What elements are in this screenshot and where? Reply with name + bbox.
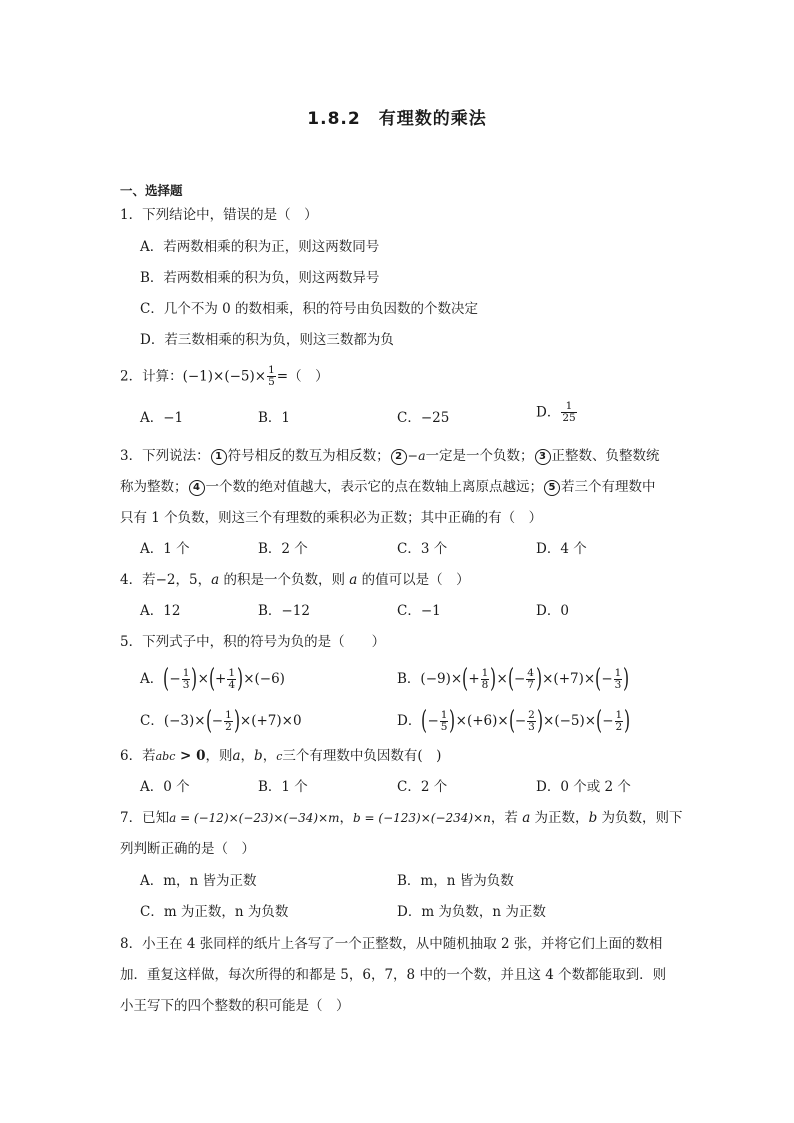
q6-option-b: B．1 个 — [258, 779, 308, 795]
question-3-line-2: 称为整数； 4 一个数的绝对值越大，表示它的点在数轴上离原点越远； 5 若三个有理数中 — [120, 479, 656, 495]
q3-option-c: C．3 个 — [397, 541, 448, 557]
q1-option-c: C．几个不为 0 的数相乘，积的符号由负因数的个数决定 — [140, 301, 479, 317]
q6-option-c: C．2 个 — [397, 779, 448, 795]
q3-option-a: A．1 个 — [140, 541, 190, 557]
page-title — [0, 104, 794, 129]
q2-option-b: B．1 — [258, 410, 291, 426]
q5-option-b: B．(−9)×(+ $\frac{1}{8}$ )×(− $\frac{4}{7}$ )×(+7)×(− $\frac{1}{3}$ ) — [397, 664, 630, 694]
question-8-line-1: 8．小王在 4 张同样的纸片上各写了一个正整数，从中随机抽取 2 张，并将它们上面的数相 — [120, 936, 663, 952]
q4-option-d: D．0 — [536, 603, 569, 619]
title-text: 有理数的乘法 — [378, 109, 487, 129]
q2-option-c: C．−25 — [397, 410, 450, 426]
circled-number: 4 — [189, 480, 205, 496]
q6-option-d: D．0 个或 2 个 — [536, 779, 631, 795]
q3-option-d: D．4 个 — [536, 541, 587, 557]
question-7-line-1: 7．已知a = (−12)×(−23)×(−34)×m，b = (−123)×(−234)×n，若 a 为正数，b 为负数，则下 — [120, 810, 683, 826]
q4-option-c: C．−1 — [397, 603, 441, 619]
q4-option-b: B．−12 — [258, 603, 310, 619]
q5-option-c: C．(−3)×(− $\frac{1}{2}$ )×(+7)×0 — [140, 706, 302, 736]
section-heading: 一、选择题 — [120, 183, 183, 198]
title-number: 1.8.2 — [307, 109, 361, 129]
q5-option-d: D．(− $\frac{1}{5}$ )×(+6)×(− $\frac{2}{3}$ )×(−5)×(− $\frac{1}{2}$ ) — [397, 706, 631, 736]
q7-option-b: B．m，n 皆为负数 — [397, 873, 514, 889]
q7-option-a: A．m，n 皆为正数 — [140, 873, 257, 889]
question-2-stem: 2．计算：(−1)×(−5)× $\frac{1}{5}$ =（ ） — [120, 364, 329, 388]
question-5-stem: 5．下列式子中，积的符号为负的是（ ） — [120, 634, 386, 650]
circled-number: 3 — [535, 449, 551, 465]
q1-option-a: A．若两数相乘的积为正，则这两数同号 — [140, 239, 380, 255]
q2-option-d: D． $\frac{1}{25}$ — [536, 400, 576, 424]
q2-option-a: A．−1 — [140, 410, 184, 426]
question-8-line-2: 加．重复这样做，每次所得的和都是 5，6，7，8 中的一个数，并且这 4 个数都能取到．则 — [120, 967, 667, 983]
question-1-stem: 1．下列结论中，错误的是（ ） — [120, 207, 318, 223]
question-4-stem: 4．若−2，5，a 的积是一个负数，则 a 的值可以是（ ） — [120, 572, 470, 588]
q1-option-d: D．若三数相乘的积为负，则这三数都为负 — [140, 332, 394, 348]
question-8-line-3: 小王写下的四个整数的积可能是（ ） — [120, 998, 350, 1014]
q3-option-b: B．2 个 — [258, 541, 308, 557]
circled-number: 5 — [544, 480, 560, 496]
q2-expression: (−1)×(−5)× — [182, 368, 267, 385]
q7-option-c: C．m 为正数，n 为负数 — [140, 904, 289, 920]
question-3-line-3: 只有 1 个负数，则这三个有理数的乘积必为正数；其中正确的有（ ） — [120, 510, 543, 526]
q2-fraction: $\frac{1}{5}$ — [268, 364, 275, 388]
q7-expression-a: a = (−12)×(−23)×(−34)×m — [169, 811, 340, 825]
q1-option-b: B．若两数相乘的积为负，则这两数异号 — [140, 270, 380, 286]
q5-option-a: A．(− $\frac{1}{3}$ )×(+ $\frac{1}{4}$ )×(−6) — [140, 664, 285, 694]
q4-option-a: A．12 — [140, 603, 181, 619]
question-7-line-2: 列判断正确的是（ ） — [120, 841, 255, 857]
circled-number: 1 — [211, 449, 227, 465]
q7-option-d: D．m 为负数，n 为正数 — [397, 904, 546, 920]
circled-number: 2 — [391, 449, 407, 465]
question-3-line-1: 3．下列说法： 1 符号相反的数互为相反数； 2 −a一定是一个负数； 3 正整数、负整数统 — [120, 448, 660, 464]
q6-option-a: A．0 个 — [140, 779, 190, 795]
q7-expression-b: b = (−123)×(−234)×n — [353, 811, 491, 825]
question-6-stem: 6．若abc > 0，则a，b，c三个有理数中负因数有( ) — [120, 748, 442, 764]
